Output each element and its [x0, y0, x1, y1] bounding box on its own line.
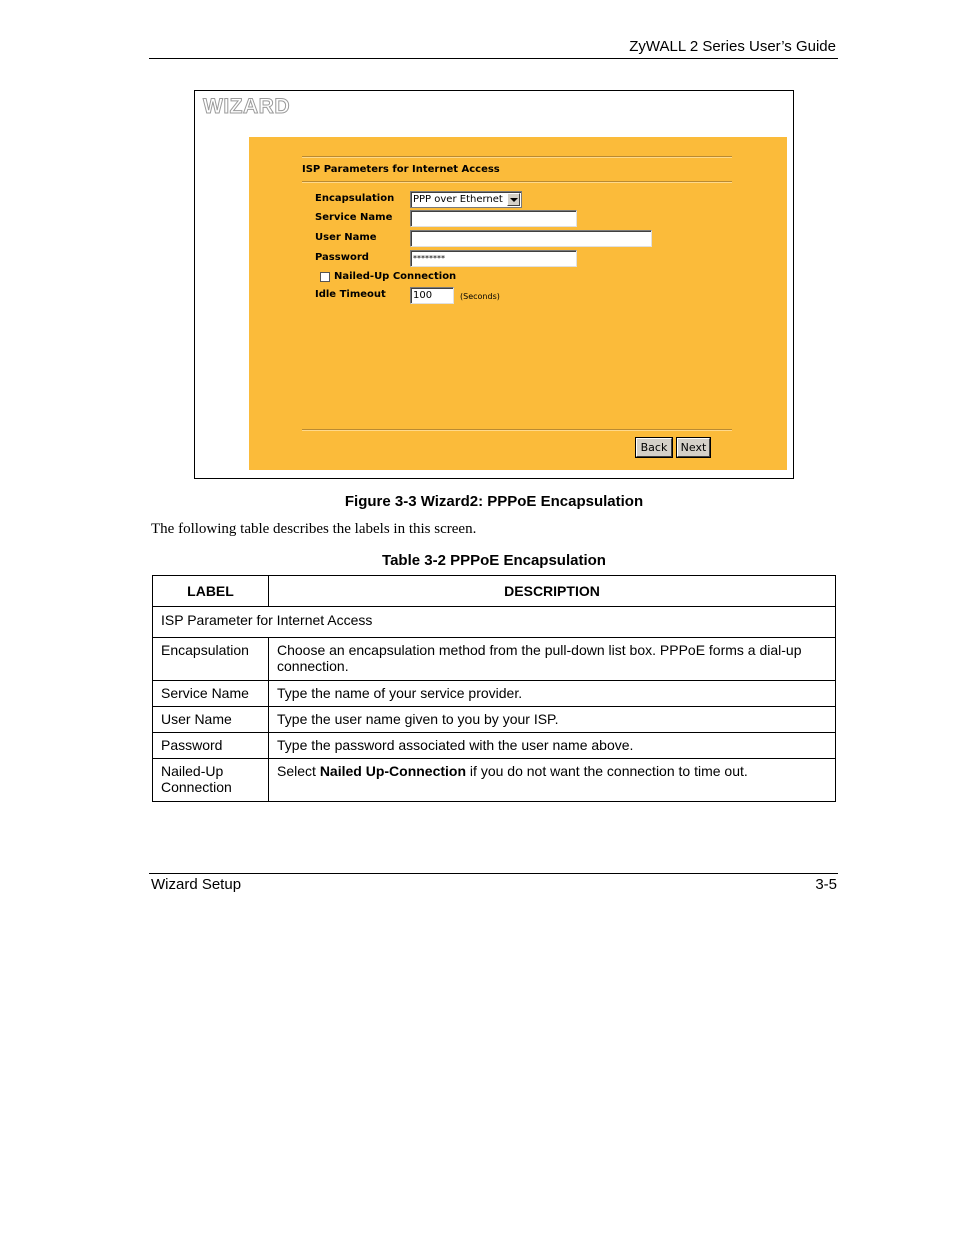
user-name-input[interactable]: [410, 230, 652, 247]
section-top-divider: [302, 156, 732, 158]
encapsulation-select[interactable]: [410, 191, 522, 208]
footer-page-number: 3-5: [815, 876, 837, 893]
password-input[interactable]: ********: [410, 250, 577, 267]
idle-timeout-unit: (Seconds): [460, 292, 500, 301]
footer-divider: [302, 429, 732, 431]
encapsulation-label: Encapsulation: [315, 193, 395, 204]
figure-caption: Figure 3-3 Wizard2: PPPoE Encapsulation: [344, 493, 644, 510]
section-row-text: ISP Parameter for Internet Access: [161, 612, 373, 628]
row-label: Nailed-Up Connection: [161, 763, 232, 795]
table-row: [153, 638, 836, 681]
table-caption: Table 3-2 PPPoE Encapsulation: [382, 552, 606, 569]
service-name-input[interactable]: [410, 210, 577, 227]
row-description: Type the name of your service provider.: [277, 685, 523, 701]
table-header-description: DESCRIPTION: [269, 576, 836, 607]
table-row: [153, 733, 836, 759]
section-bottom-divider: [302, 181, 732, 183]
row-description: [269, 759, 835, 783]
row-description-prefix: Select: [277, 763, 320, 779]
row-label: Service Name: [161, 685, 249, 701]
next-button[interactable]: Next: [677, 438, 710, 457]
wizard-title: WIZARD: [203, 95, 290, 118]
description-table: [152, 575, 836, 802]
row-description: Choose an encapsulation method from the pull-down list box. PPPoE forms a dial-up connection.: [277, 642, 802, 674]
section-title: ISP Parameters for Internet Access: [302, 164, 500, 175]
encapsulation-select-value: PPP over Ethernet: [413, 194, 503, 205]
footer-chapter: Wizard Setup: [151, 876, 242, 893]
nailed-up-label: Nailed-Up Connection: [334, 271, 457, 282]
header-divider: [149, 58, 838, 59]
chevron-down-icon[interactable]: [507, 193, 520, 206]
table-header-label: LABEL: [153, 576, 269, 607]
table-row: [153, 707, 836, 733]
table-row: [153, 759, 836, 802]
back-button[interactable]: Back: [636, 438, 672, 457]
row-description-suffix: if you do not want the connection to time out.: [466, 763, 748, 779]
idle-timeout-label: Idle Timeout: [315, 289, 386, 300]
row-label: Encapsulation: [161, 642, 249, 658]
intro-text: The following table describes the labels in this screen.: [151, 521, 477, 537]
row-label: Password: [161, 737, 223, 753]
wizard-screenshot: [194, 90, 794, 479]
row-description: Type the password associated with the user name above.: [277, 737, 634, 753]
nailed-up-checkbox[interactable]: [320, 272, 330, 282]
password-label: Password: [315, 252, 369, 263]
service-name-label: Service Name: [315, 212, 393, 223]
table-section-row: [153, 607, 836, 638]
row-label: User Name: [161, 711, 232, 727]
page-header-title: ZyWALL 2 Series User’s Guide: [629, 38, 836, 55]
table-header-row: [153, 576, 836, 607]
row-description-bold: Nailed Up-Connection: [319, 763, 467, 779]
row-description: Type the user name given to you by your ISP.: [277, 711, 559, 727]
user-name-label: User Name: [315, 232, 377, 243]
footer-divider-line: [149, 873, 838, 874]
wizard-panel: [249, 137, 787, 470]
idle-timeout-input[interactable]: 100: [410, 287, 454, 304]
table-row: [153, 681, 836, 707]
